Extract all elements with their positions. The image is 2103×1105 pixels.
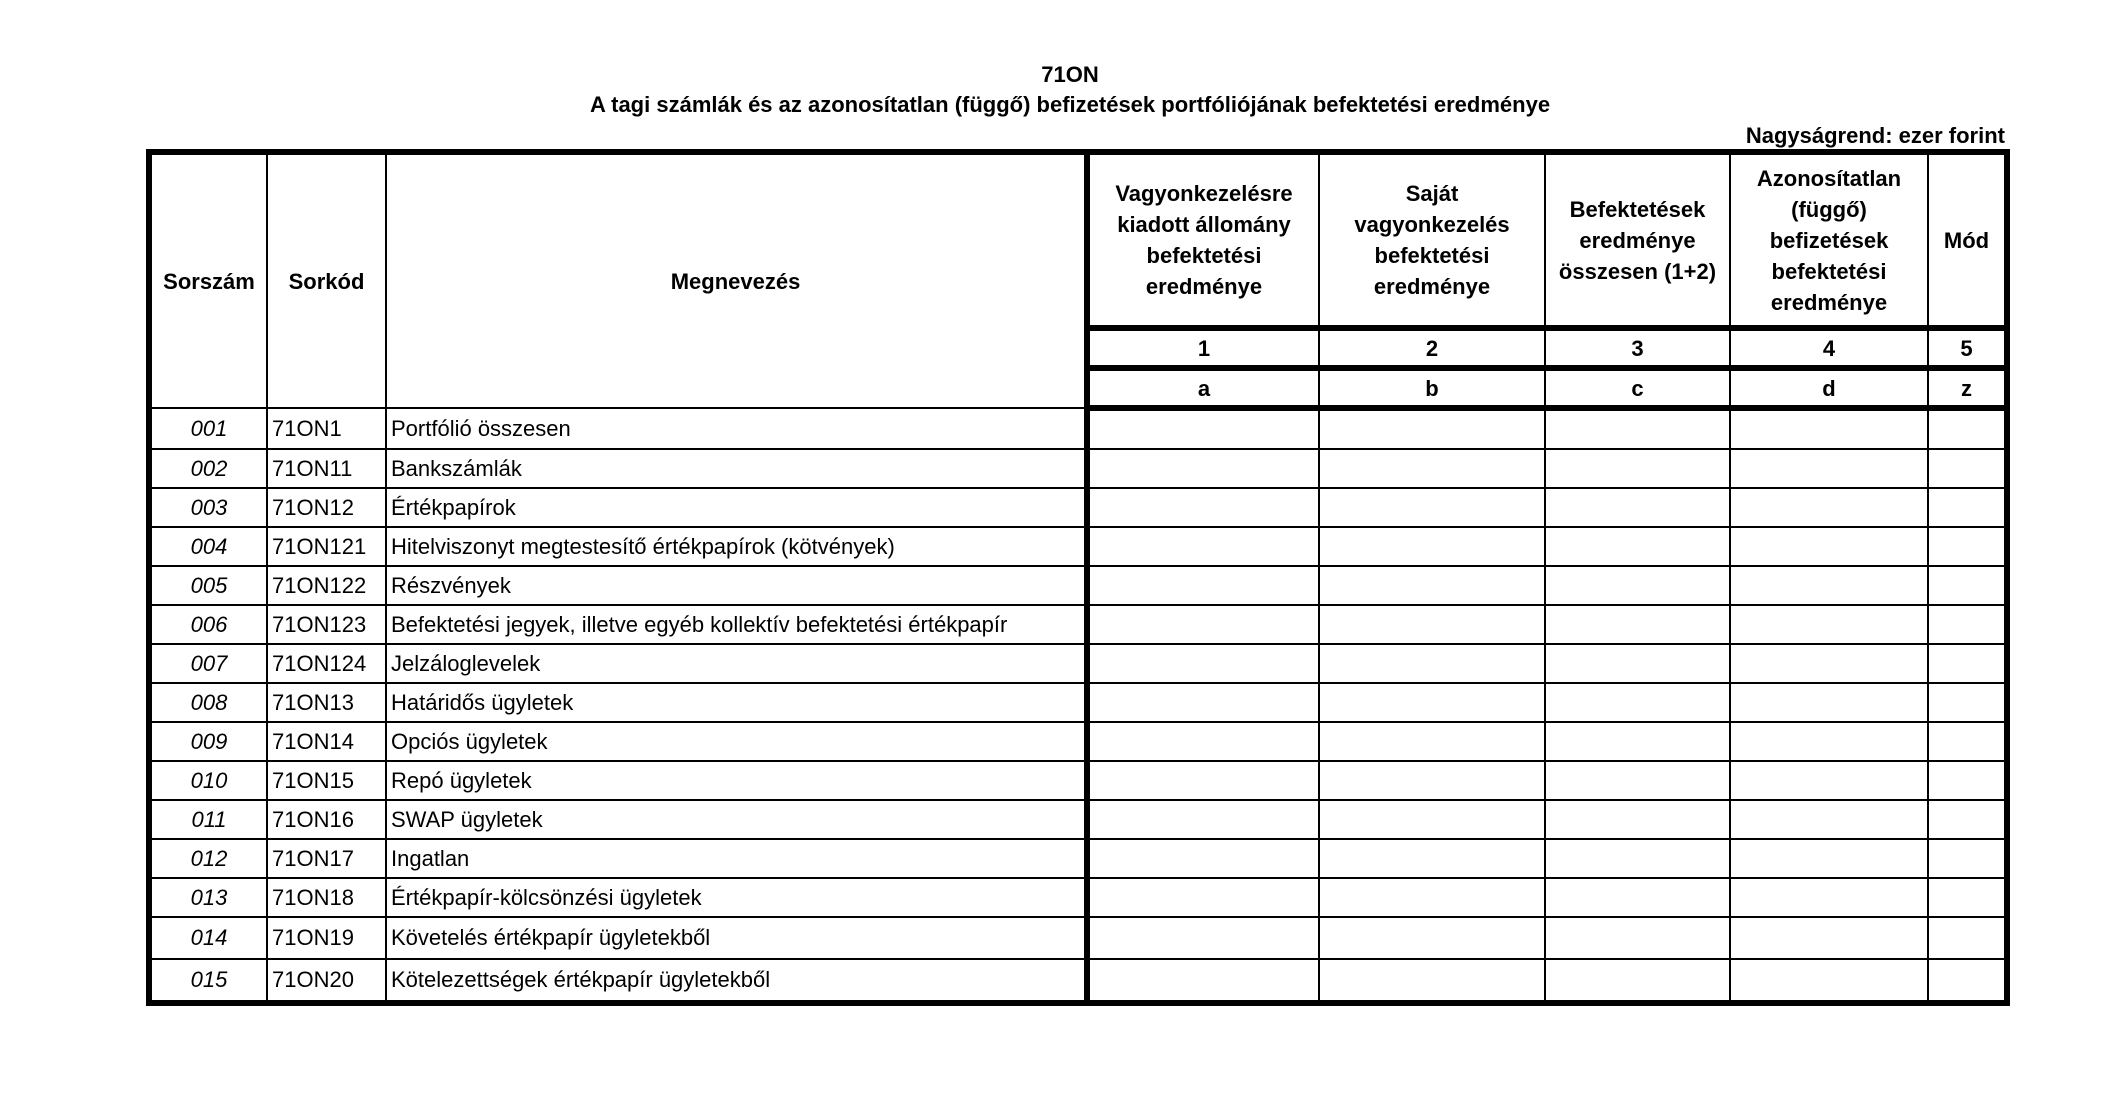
input-cell-c[interactable] [1545,408,1730,449]
input-cell-z[interactable] [1928,800,2007,839]
input-cell-d[interactable] [1730,527,1928,566]
input-cell-c[interactable] [1545,959,1730,1003]
input-cell-a[interactable] [1087,878,1319,917]
table-header-row [149,152,2007,328]
column-letter: b [1319,368,1545,408]
column-number: 1 [1087,328,1319,368]
input-cell-a[interactable] [1087,800,1319,839]
row-name: Opciós ügyletek [386,722,1087,761]
row-number: 010 [149,761,267,800]
column-letter: z [1928,368,2007,408]
input-cell-d[interactable] [1730,839,1928,878]
table-row [149,722,2007,761]
input-cell-a[interactable] [1087,761,1319,800]
input-cell-z[interactable] [1928,488,2007,527]
input-cell-b[interactable] [1319,488,1545,527]
input-cell-b[interactable] [1319,761,1545,800]
input-cell-z[interactable] [1928,566,2007,605]
input-cell-c[interactable] [1545,683,1730,722]
input-cell-a[interactable] [1087,408,1319,449]
row-name: Követelés értékpapír ügyletekből [386,917,1087,959]
input-cell-c[interactable] [1545,722,1730,761]
input-cell-c[interactable] [1545,488,1730,527]
input-cell-z[interactable] [1928,683,2007,722]
input-cell-d[interactable] [1730,800,1928,839]
column-number: 4 [1730,328,1928,368]
input-cell-c[interactable] [1545,527,1730,566]
row-code: 71ON1 [267,408,386,449]
col-header-sorkod: Sorkód [267,152,386,408]
input-cell-z[interactable] [1928,408,2007,449]
row-code: 71ON11 [267,449,386,488]
input-cell-b[interactable] [1319,566,1545,605]
input-cell-z[interactable] [1928,722,2007,761]
input-cell-a[interactable] [1087,605,1319,644]
row-number: 014 [149,917,267,959]
table-row [149,839,2007,878]
input-cell-d[interactable] [1730,449,1928,488]
row-name: Ingatlan [386,839,1087,878]
row-number: 015 [149,959,267,1003]
row-number: 013 [149,878,267,917]
row-code: 71ON16 [267,800,386,839]
input-cell-a[interactable] [1087,959,1319,1003]
table-row [149,878,2007,917]
input-cell-a[interactable] [1087,839,1319,878]
row-name: Jelzáloglevelek [386,644,1087,683]
input-cell-z[interactable] [1928,761,2007,800]
input-cell-d[interactable] [1730,917,1928,959]
table-row [149,408,2007,449]
unit-note: Nagyságrend: ezer forint [1745,123,2005,148]
input-cell-d[interactable] [1730,959,1928,1003]
input-cell-a[interactable] [1087,722,1319,761]
input-cell-c[interactable] [1545,800,1730,839]
row-number: 004 [149,527,267,566]
input-cell-z[interactable] [1928,959,2007,1003]
input-cell-b[interactable] [1319,683,1545,722]
input-cell-d[interactable] [1730,878,1928,917]
input-cell-b[interactable] [1319,644,1545,683]
input-cell-c[interactable] [1545,566,1730,605]
input-cell-a[interactable] [1087,449,1319,488]
col-header-2: Saját vagyonkezelés befektetési eredménye [1319,152,1545,328]
input-cell-z[interactable] [1928,527,2007,566]
row-name: Hitelviszonyt megtestesítő értékpapírok (kötvények) [386,527,1087,566]
input-cell-d[interactable] [1730,683,1928,722]
row-name: SWAP ügyletek [386,800,1087,839]
input-cell-d[interactable] [1730,488,1928,527]
table-row [149,683,2007,722]
table-row [149,917,2007,959]
input-cell-c[interactable] [1545,761,1730,800]
row-number: 007 [149,644,267,683]
col-header-sorszam: Sorszám [149,152,267,408]
col-header-megnevezes: Megnevezés [386,152,1087,408]
row-number: 005 [149,566,267,605]
table-row [149,644,2007,683]
row-code: 71ON13 [267,683,386,722]
table-row [149,800,2007,839]
row-number: 001 [149,408,267,449]
row-number: 009 [149,722,267,761]
report-table [146,149,2010,1006]
input-cell-z[interactable] [1928,644,2007,683]
row-name: Befektetési jegyek, illetve egyéb kollektív befektetési értékpapír [386,605,1087,644]
column-letter: d [1730,368,1928,408]
row-name: Értékpapírok [386,488,1087,527]
row-name: Bankszámlák [386,449,1087,488]
row-number: 003 [149,488,267,527]
input-cell-c[interactable] [1545,839,1730,878]
input-cell-a[interactable] [1087,527,1319,566]
input-cell-z[interactable] [1928,605,2007,644]
input-cell-z[interactable] [1928,878,2007,917]
row-code: 71ON20 [267,959,386,1003]
input-cell-d[interactable] [1730,566,1928,605]
table-row [149,527,2007,566]
input-cell-d[interactable] [1730,722,1928,761]
col-header-5: Mód [1928,152,2007,328]
input-cell-b[interactable] [1319,800,1545,839]
table-row [149,761,2007,800]
table-body [149,408,2007,1003]
input-cell-a[interactable] [1087,917,1319,959]
row-number: 011 [149,800,267,839]
input-cell-a[interactable] [1087,644,1319,683]
row-code: 71ON122 [267,566,386,605]
row-code: 71ON123 [267,605,386,644]
row-code: 71ON17 [267,839,386,878]
input-cell-c[interactable] [1545,644,1730,683]
table-row [149,959,2007,1003]
input-cell-c[interactable] [1545,605,1730,644]
row-code: 71ON12 [267,488,386,527]
input-cell-b[interactable] [1319,605,1545,644]
input-cell-b[interactable] [1319,959,1545,1003]
input-cell-z[interactable] [1928,449,2007,488]
column-number: 2 [1319,328,1545,368]
row-number: 012 [149,839,267,878]
row-name: Portfólió összesen [386,408,1087,449]
table-row [149,449,2007,488]
row-code: 71ON124 [267,644,386,683]
column-number: 3 [1545,328,1730,368]
input-cell-b[interactable] [1319,449,1545,488]
input-cell-c[interactable] [1545,449,1730,488]
row-code: 71ON121 [267,527,386,566]
row-name: Részvények [386,566,1087,605]
input-cell-d[interactable] [1730,644,1928,683]
col-header-4: Azonosítatlan (függő) befizetések befektetési eredménye [1730,152,1928,328]
input-cell-b[interactable] [1319,917,1545,959]
row-name: Értékpapír-kölcsönzési ügyletek [386,878,1087,917]
column-letter: c [1545,368,1730,408]
row-name: Repó ügyletek [386,761,1087,800]
input-cell-d[interactable] [1730,761,1928,800]
table-row [149,566,2007,605]
row-code: 71ON19 [267,917,386,959]
input-cell-c[interactable] [1545,917,1730,959]
form-code: 71ON [1041,62,1099,87]
column-letter: a [1087,368,1319,408]
input-cell-b[interactable] [1319,408,1545,449]
row-number: 008 [149,683,267,722]
input-cell-a[interactable] [1087,683,1319,722]
input-cell-b[interactable] [1319,527,1545,566]
table-row [149,605,2007,644]
input-cell-b[interactable] [1319,878,1545,917]
input-cell-d[interactable] [1730,605,1928,644]
form-title: A tagi számlák és az azonosítatlan (függő) befizetések portfóliójának befektetési eredménye [589,92,1551,117]
col-header-1: Vagyonkezelésre kiadott állomány befektetési eredménye [1087,152,1319,328]
row-number: 006 [149,605,267,644]
input-cell-b[interactable] [1319,839,1545,878]
input-cell-a[interactable] [1087,566,1319,605]
row-number: 002 [149,449,267,488]
row-code: 71ON15 [267,761,386,800]
input-cell-z[interactable] [1928,917,2007,959]
row-name: Kötelezettségek értékpapír ügyletekből [386,959,1087,1003]
input-cell-d[interactable] [1730,408,1928,449]
row-code: 71ON18 [267,878,386,917]
row-code: 71ON14 [267,722,386,761]
input-cell-a[interactable] [1087,488,1319,527]
input-cell-c[interactable] [1545,878,1730,917]
col-header-3: Befektetések eredménye összesen (1+2) [1545,152,1730,328]
table-row [149,488,2007,527]
input-cell-z[interactable] [1928,839,2007,878]
row-name: Határidős ügyletek [386,683,1087,722]
input-cell-b[interactable] [1319,722,1545,761]
column-number: 5 [1928,328,2007,368]
